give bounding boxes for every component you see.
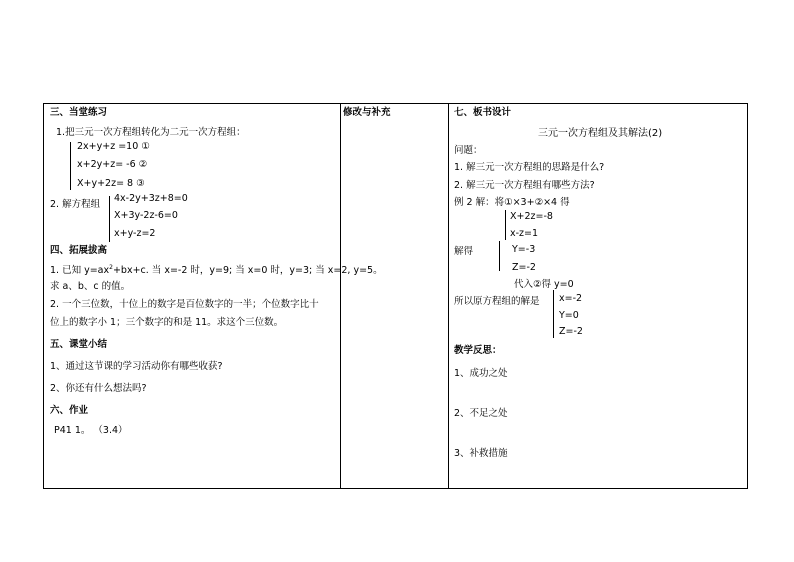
section-5-title: 五、课堂小结 [50, 339, 108, 350]
equation: X+3y-2z-6=0 [114, 210, 178, 221]
brace [505, 210, 506, 240]
brace [70, 142, 71, 190]
example-2-label: 例 2 解：将①×3+②×4 得 [454, 197, 570, 208]
final-solution-label: 所以原方程组的解是 [454, 296, 540, 307]
column-divider [448, 104, 449, 488]
section-6-title: 六、作业 [50, 405, 89, 416]
equation: Z=-2 [559, 326, 583, 337]
board-question-1: 1. 解三元一次方程组的思路是什么? [454, 162, 605, 173]
brace [553, 290, 554, 338]
problem-1-line-1 [50, 265, 383, 277]
solve-label: 解得 [454, 246, 474, 257]
equation: Y=-3 [512, 244, 536, 255]
equation: x+2y+z= -6 ② [77, 159, 148, 170]
equation: x=-2 [559, 293, 583, 304]
equation: X+2z=-8 [510, 211, 553, 222]
column-divider [340, 104, 341, 488]
equation: 2x+y+z =10 ① [77, 141, 150, 152]
brace [499, 241, 500, 271]
equation: Y=0 [559, 310, 579, 321]
exercise-2-label: 2. 解方程组 [50, 199, 101, 210]
lesson-plan-table [43, 103, 748, 489]
homework-text: P41 1。 （3.4） [54, 425, 128, 436]
brace [109, 196, 110, 242]
problem-text: 1. 已知 y=ax [50, 265, 110, 276]
board-title: 三元一次方程组及其解法(2) [538, 128, 663, 139]
reflection-title: 教学反思： [454, 345, 502, 356]
exponent: 2 [109, 263, 113, 271]
problem-text: +bx+c. 当 x=-2 时，y=9; 当 x=0 时，y=3; 当 x=2, y=5。 [112, 265, 383, 276]
equation: X+y+2z= 8 ③ [77, 178, 145, 189]
summary-question-2: 2、你还有什么想法吗? [50, 383, 147, 394]
questions-label: 问题： [454, 145, 483, 156]
board-question-2: 2. 解三元一次方程组有哪些方法? [454, 180, 595, 191]
exercise-1-text: 1.把三元一次方程组转化为二元一次方程组： [56, 127, 246, 138]
equation: x-z=1 [510, 228, 539, 239]
summary-question-1: 1、通过这节课的学习活动你有哪些收获? [50, 361, 223, 372]
substitution-line: 代入②得 y=0 [514, 279, 574, 290]
reflection-item: 2、不足之处 [454, 408, 508, 419]
equation: 4x-2y+3z+8=0 [114, 193, 188, 204]
problem-2-line-1: 2. 一个三位数，十位上的数字是百位数字的一半；个位数字比十 [50, 299, 319, 310]
section-3-title: 三、当堂练习 [50, 107, 108, 118]
problem-1-line-2: 求 a、b、c 的值。 [50, 281, 131, 292]
section-7-title: 七、板书设计 [454, 107, 512, 118]
equation: x+y-z=2 [114, 228, 156, 239]
revision-column-title: 修改与补充 [343, 107, 391, 118]
reflection-item: 1、成功之处 [454, 368, 508, 379]
problem-2-line-2: 位上的数字小 1；三个数字的和是 11。求这个三位数。 [50, 317, 284, 328]
equation: Z=-2 [512, 262, 536, 273]
reflection-item: 3、补救措施 [454, 448, 508, 459]
section-4-title: 四、拓展拔高 [50, 245, 108, 256]
